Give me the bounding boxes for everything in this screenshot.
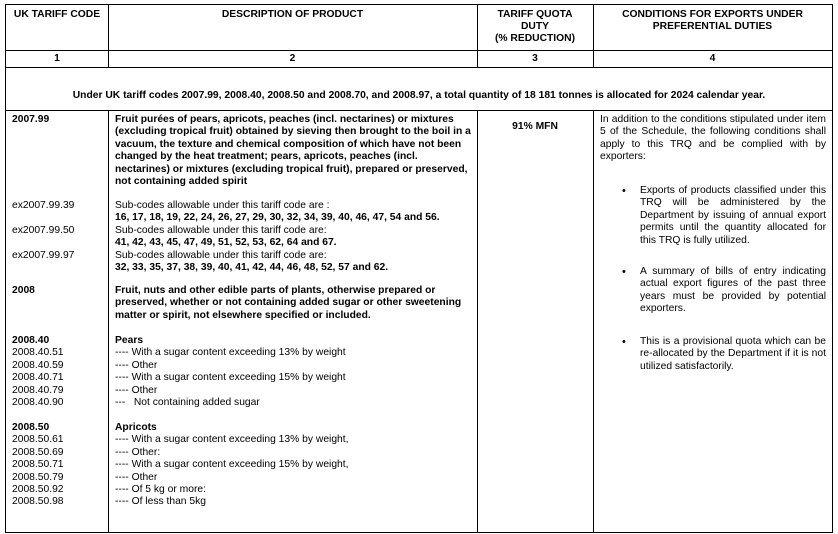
desc-line: ---- Of less than 5kg bbox=[115, 496, 206, 508]
desc-line: matter or spirit, not elsewhere specified or included. bbox=[115, 309, 371, 321]
duty-value: 91% MFN bbox=[512, 121, 558, 132]
apricots-descriptions bbox=[115, 422, 349, 509]
table-border bbox=[5, 4, 833, 5]
divider bbox=[5, 50, 833, 51]
sub-code-label: Sub-codes allowable under this tariff code are: bbox=[115, 224, 327, 236]
tariff-code: 2008.50.61 bbox=[12, 434, 64, 446]
header-conditions-2: PREFERENTIAL DUTIES bbox=[652, 21, 773, 32]
header-tariff-quota-2: DUTY bbox=[520, 21, 550, 32]
desc-line: --- Not containing added sugar bbox=[115, 396, 260, 408]
bullet-icon: • bbox=[622, 266, 626, 278]
desc-line: (excluding tropical fruit) obtained by sieving then brought to the boil in a bbox=[115, 126, 471, 138]
tariff-code: 2008.50.98 bbox=[12, 496, 64, 508]
header-conditions-1: CONDITIONS FOR EXPORTS UNDER bbox=[622, 9, 803, 20]
desc-line: changed by the heat treatment; pears, apricots, peaches (incl. bbox=[115, 151, 418, 163]
desc-line: ---- With a sugar content exceeding 13% by weight, bbox=[115, 434, 349, 446]
tariff-code: 2008.40.71 bbox=[12, 372, 64, 384]
divider bbox=[5, 67, 833, 68]
divider bbox=[108, 110, 109, 532]
tariff-code: 2008.40.90 bbox=[12, 396, 64, 408]
desc-line: ---- Of 5 kg or more: bbox=[115, 483, 206, 495]
sub-code-descriptions bbox=[115, 200, 440, 274]
desc-line: ---- With a sugar content exceeding 15% by weight, bbox=[115, 459, 349, 471]
divider bbox=[5, 110, 833, 111]
tariff-code: 2007.99 bbox=[12, 114, 50, 125]
desc-line: ---- Other bbox=[115, 384, 158, 396]
desc-line: ---- With a sugar content exceeding 13% by weight bbox=[115, 347, 346, 359]
pears-codes bbox=[12, 335, 64, 409]
sub-code-values: 32, 33, 35, 37, 38, 39, 40, 41, 42, 44, 46, 48, 52, 57 and 62. bbox=[115, 261, 389, 273]
header-tariff-quota-3: (% REDUCTION) bbox=[494, 33, 576, 44]
product-title: Apricots bbox=[115, 422, 157, 433]
condition-bullet: Exports of products classified under this TRQ will be administered by the Department by issuing of annual export permits until the quantity allocated for this TRQ is fully utilized. bbox=[640, 185, 826, 246]
condition-bullet: This is a provisional quota which can be re-allocated by the Department if it is not utilized satisfactorily. bbox=[640, 336, 826, 372]
allocation-banner: Under UK tariff codes 2007.99, 2008.40, 2008.50 and 2008.70, and 2008.97, a total quantity of 18 181 tonnes is allocated for 2024 calendar year. bbox=[72, 90, 766, 101]
desc-line: ---- With a sugar content exceeding 15% by weight bbox=[115, 372, 346, 384]
tariff-code: 2008.50 bbox=[12, 422, 50, 433]
col-number: 1 bbox=[54, 53, 60, 64]
sub-code-values: 16, 17, 18, 19, 22, 24, 26, 27, 29, 30, 32, 34, 39, 40, 46, 47, 54 and 56. bbox=[115, 212, 440, 224]
sub-code-list bbox=[12, 200, 74, 262]
col-number: 3 bbox=[532, 53, 538, 64]
tariff-code: 2008.50.69 bbox=[12, 446, 64, 458]
desc-line: ---- Other: bbox=[115, 446, 161, 458]
desc-line: vacuum, the texture and chemical composition of which have not been bbox=[115, 138, 462, 150]
col-number: 4 bbox=[709, 53, 716, 64]
desc-line: not containing added spirit bbox=[115, 175, 248, 187]
tariff-code: ex2007.99.39 bbox=[12, 200, 75, 211]
conditions-intro: In addition to the conditions stipulated under item 5 of the Schedule, the following conditions shall apply to this TRQ and be complied with by exporters: bbox=[600, 114, 826, 163]
sub-code-label: Sub-codes allowable under this tariff code are : bbox=[115, 200, 330, 211]
desc-line: ---- Other bbox=[115, 471, 158, 483]
tariff-code: 2008.40 bbox=[12, 335, 50, 346]
desc-line: preserved, whether or not containing added sugar or other sweetening bbox=[115, 297, 462, 309]
col-number: 2 bbox=[289, 53, 296, 64]
condition-bullet: A summary of bills of entry indicating actual export figures of the past three years must be provided by potential exporters. bbox=[640, 266, 826, 315]
desc-line: Fruit purées of pears, apricots, peaches (incl. nectarines) or mixtures bbox=[115, 114, 454, 125]
desc-line: ---- Other bbox=[115, 359, 158, 371]
header-tariff-quota-1: TARIFF QUOTA bbox=[497, 9, 573, 20]
header-tariff-code: UK TARIFF CODE bbox=[13, 9, 101, 20]
product-description bbox=[115, 114, 471, 188]
apricots-codes bbox=[12, 422, 64, 509]
tariff-code: 2008 bbox=[12, 285, 35, 296]
table-border bbox=[5, 532, 833, 533]
bullet-icon: • bbox=[622, 185, 626, 197]
pears-descriptions bbox=[115, 335, 346, 409]
tariff-code: 2008.50.71 bbox=[12, 459, 64, 471]
divider bbox=[477, 110, 478, 532]
desc-line: Fruit, nuts and other edible parts of plants, otherwise prepared or bbox=[115, 285, 436, 296]
header-description: DESCRIPTION OF PRODUCT bbox=[221, 9, 364, 20]
tariff-code: 2008.50.79 bbox=[12, 471, 64, 483]
tariff-code: ex2007.99.97 bbox=[12, 249, 75, 261]
divider bbox=[593, 110, 594, 532]
tariff-code: 2008.40.59 bbox=[12, 359, 64, 371]
sub-code-label: Sub-codes allowable under this tariff code are: bbox=[115, 249, 327, 261]
table-border bbox=[832, 4, 833, 533]
tariff-code: ex2007.99.50 bbox=[12, 224, 75, 236]
tariff-code: 2008.40.79 bbox=[12, 384, 64, 396]
tariff-code: 2008.50.92 bbox=[12, 483, 64, 495]
sub-code-values: 41, 42, 43, 45, 47, 49, 51, 52, 53, 62, 64 and 67. bbox=[115, 237, 337, 249]
desc-line: nectarines) or mixtures (excluding tropical fruit), prepared or preserved, bbox=[115, 163, 468, 175]
product-description bbox=[115, 285, 461, 322]
tariff-code: 2008.40.51 bbox=[12, 347, 64, 359]
product-title: Pears bbox=[115, 335, 144, 346]
table-border bbox=[5, 4, 6, 533]
bullet-icon: • bbox=[622, 336, 626, 348]
